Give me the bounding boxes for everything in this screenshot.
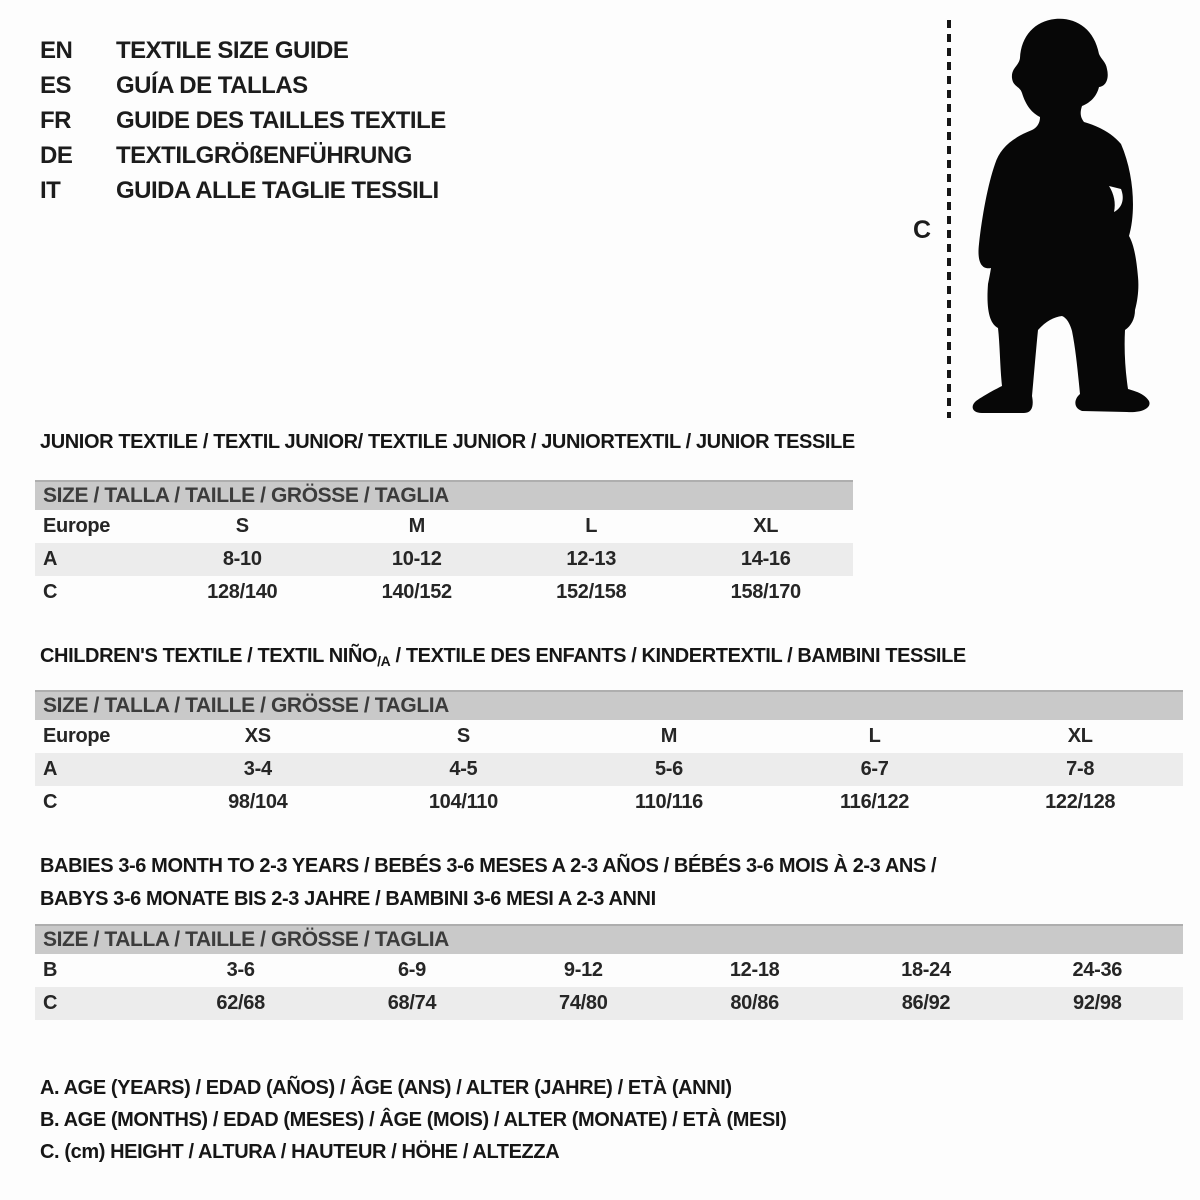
table-row [35,987,1183,1020]
table-cell: 14-16 [740,548,791,570]
table-cell: 98/104 [228,791,288,813]
table-cell: 122/128 [1045,791,1116,813]
table-cell: 68/74 [387,992,437,1014]
lang-code: ES [40,72,72,99]
lang-title: GUIDA ALLE TAGLIE TESSILI [116,177,439,204]
children-title-text: CHILDREN'S TEXTILE / TEXTIL NIÑO [40,645,378,667]
table-cell: XL [753,515,779,537]
table-cell: L [868,725,881,747]
lang-title: TEXTILGRÖßENFÜHRUNG [116,142,412,169]
table-cell: 5-6 [654,758,683,780]
lang-code: IT [40,177,61,204]
table-cell: 24-36 [1072,959,1123,981]
junior-table-title: JUNIOR TEXTILE / TEXTIL JUNIOR/ TEXTILE JUNIOR / JUNIORTEXTIL / JUNIOR TESSILE [40,431,855,453]
table-cell: 7-8 [1066,758,1095,780]
table-cell: 6-7 [860,758,889,780]
children-table-title [40,641,966,672]
table-cell: 9-12 [563,959,603,981]
table-cell: 140/152 [381,581,452,603]
table-row [35,510,853,543]
table-cell: 10-12 [391,548,442,570]
babies-title-line1: BABIES 3-6 MONTH TO 2-3 YEARS / BEBÉS 3-6 MESES A 2-3 AÑOS / BÉBÉS 3-6 MOIS À 2-3 ANS / [40,855,937,877]
table-cell: 4-5 [449,758,478,780]
row-label: C [43,791,58,813]
table-cell: 18-24 [901,959,951,981]
table-cell: XL [1067,725,1093,747]
lang-title: TEXTILE SIZE GUIDE [116,37,349,64]
junior-table-rows [35,510,853,609]
height-measure-dashed-line [947,20,951,418]
lang-title: GUIDE DES TAILLES TEXTILE [116,107,446,134]
table-cell: L [585,515,598,537]
lang-code: EN [40,37,73,64]
table-cell: 92/98 [1073,992,1122,1014]
babies-title-line2: BABYS 3-6 MONATE BIS 2-3 JAHRE / BAMBINI 3-6 MESI A 2-3 ANNI [40,888,656,910]
row-label: Europe [43,515,111,537]
table-cell: 86/92 [901,992,951,1014]
table-cell: M [660,725,678,747]
table-cell: 12-13 [566,548,617,570]
row-label: C [43,992,58,1014]
babies-size-table [35,924,1183,1020]
table-cell: 3-6 [226,959,255,981]
table-cell: 80/86 [730,992,779,1014]
table-row [35,543,853,576]
size-header-band: SIZE / TALLA / TAILLE / GRÖSSE / TAGLIA [35,480,853,510]
measure-legend [40,1072,786,1168]
lang-row-es [40,68,446,103]
table-cell: M [408,515,425,537]
children-table-rows [35,720,1183,819]
row-label: A [43,758,58,780]
table-cell: 74/80 [559,992,608,1014]
legend-line-b: B. AGE (MONTHS) / EDAD (MESES) / ÂGE (MOIS) / ALTER (MONATE) / ETÀ (MESI) [40,1109,787,1131]
table-cell: 128/140 [207,581,278,603]
table-cell: S [456,725,470,747]
table-cell: S [235,515,249,537]
table-row [35,954,1183,987]
babies-table-rows [35,954,1183,1020]
lang-title: GUÍA DE TALLAS [116,72,308,99]
row-label: A [43,548,58,570]
babies-table-title [40,850,936,916]
row-label: C [43,581,58,603]
lang-row-en [40,33,446,68]
table-row [35,576,853,609]
legend-line-c: C. (cm) HEIGHT / ALTURA / HAUTEUR / HÖHE / ALTEZZA [40,1141,560,1163]
lang-code: DE [40,142,73,169]
size-header-band: SIZE / TALLA / TAILLE / GRÖSSE / TAGLIA [35,690,1183,720]
lang-row-de [40,138,446,173]
table-row [35,786,1183,819]
row-label: B [43,959,58,981]
table-cell: 8-10 [222,548,262,570]
table-cell: 6-9 [397,959,426,981]
toddler-silhouette-icon [962,16,1162,416]
table-row [35,720,1183,753]
table-row [35,753,1183,786]
children-title-text: / TEXTILE DES ENFANTS / KINDERTEXTIL / BAMBINI TESSILE [390,645,966,667]
language-title-list [40,33,446,208]
lang-row-it [40,173,446,208]
table-cell: 12-18 [729,959,780,981]
row-label: Europe [43,725,111,747]
height-measure-label: C [913,216,932,244]
table-cell: 104/110 [428,791,498,813]
table-cell: 110/116 [634,791,703,813]
junior-size-table [35,480,853,609]
lang-code: FR [40,107,71,134]
lang-row-fr [40,103,446,138]
size-header-band: SIZE / TALLA / TAILLE / GRÖSSE / TAGLIA [35,924,1183,954]
children-title-subscript: /A [377,653,391,669]
table-cell: 158/170 [730,581,801,603]
table-cell: 116/122 [840,791,910,813]
children-size-table [35,690,1183,819]
table-cell: 62/68 [216,992,265,1014]
legend-line-a: A. AGE (YEARS) / EDAD (AÑOS) / ÂGE (ANS) / ALTER (JAHRE) / ETÀ (ANNI) [40,1077,732,1099]
table-cell: 3-4 [243,758,272,780]
table-cell: 152/158 [556,581,627,603]
table-cell: XS [244,725,271,747]
